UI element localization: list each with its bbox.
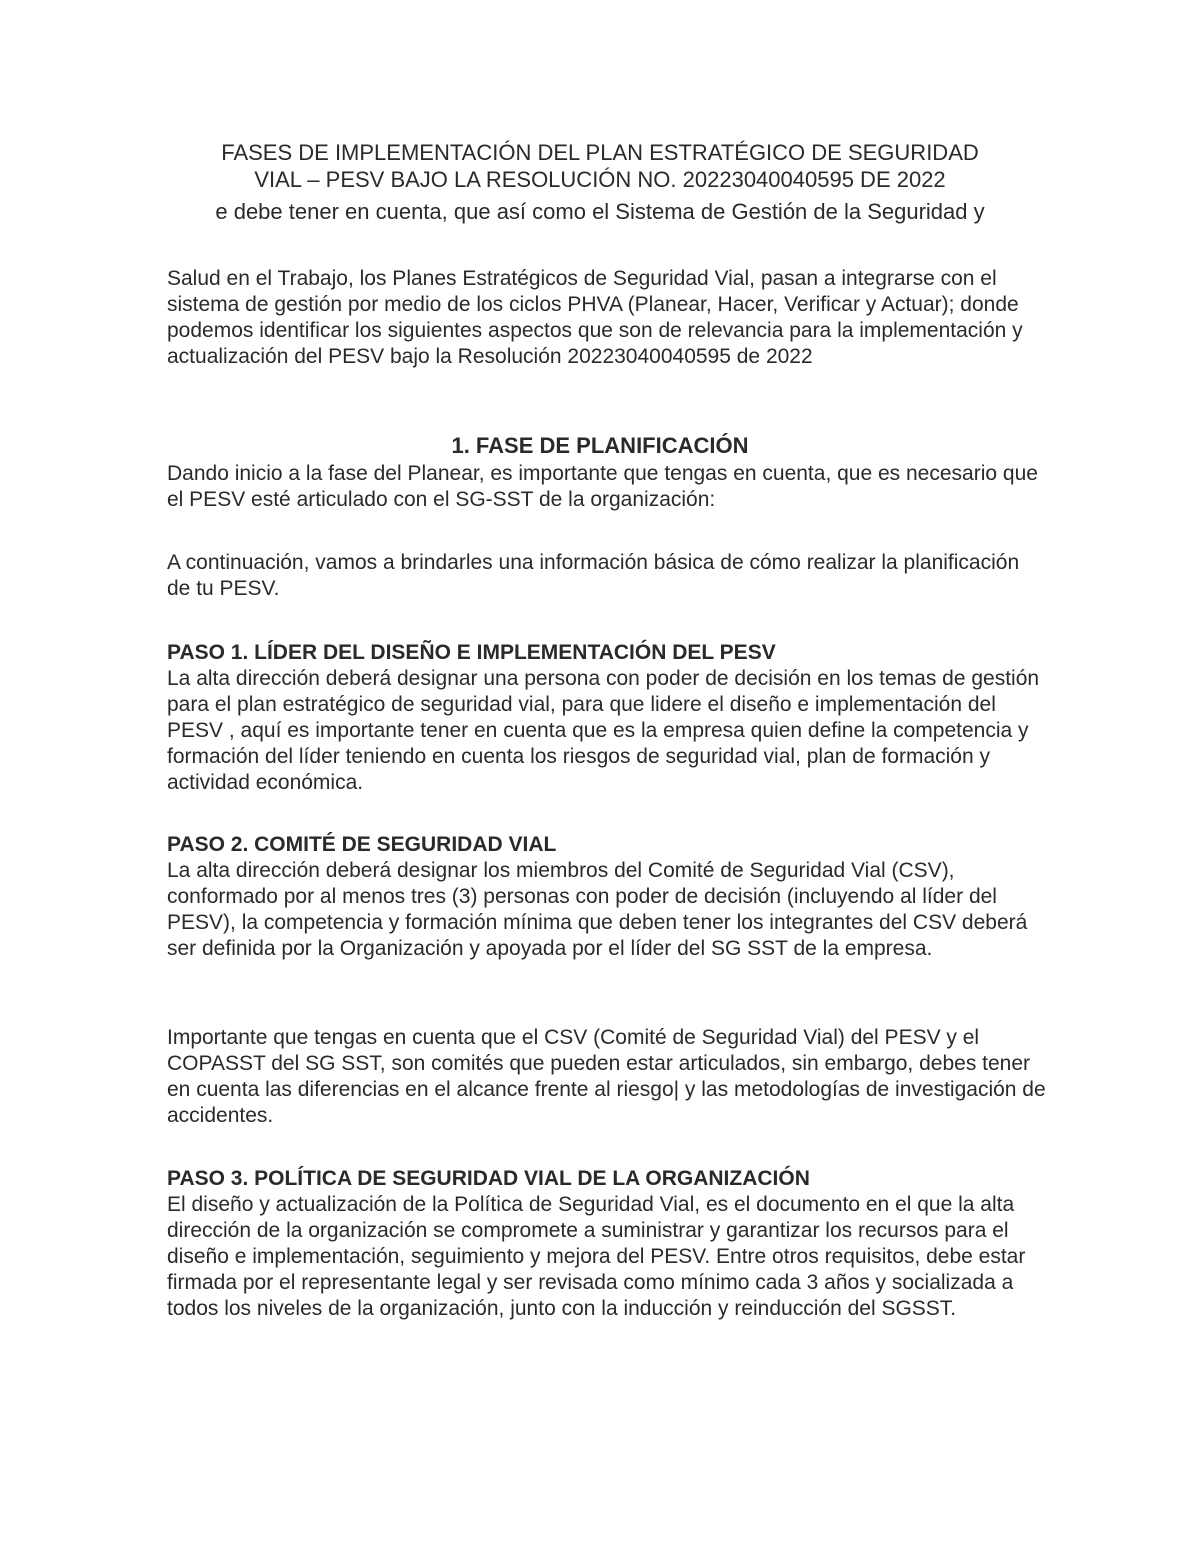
section-title-planificacion: 1. FASE DE PLANIFICACIÓN [451, 433, 749, 458]
paso2-note [167, 1025, 1047, 1129]
section1-continuation [167, 550, 1047, 602]
paso3-block [167, 1166, 1047, 1322]
section1-continuation-text: A continuación, vamos a brindarles una información básica de cómo realizar la planificación de tu PESV. [167, 551, 1020, 600]
paso2-text: La alta dirección deberá designar los miembros del Comité de Seguridad Vial (CSV), conformado por al menos tres (3) personas con poder de decisión (incluyendo al líder del PESV), la competencia y formación mínima que deben tener los integrantes del CSV deberá ser definida por la Organización y apoyada por el líder del SG SST de la empresa. [167, 859, 1028, 960]
paso2-heading: PASO 2. COMITÉ DE SEGURIDAD VIAL [167, 833, 557, 856]
section1-intro-text: Dando inicio a la fase del Planear, es importante que tengas en cuenta, que es necesario que el PESV esté articulado con el SG-SST de la organización: [167, 462, 1038, 511]
paso1-block [167, 640, 1047, 796]
paso3-text: El diseño y actualización de la Política de Seguridad Vial, es el documento en el que la alta dirección de la organización se compromete a suministrar y garantizar los recursos para el diseño e implementación, seguimiento y mejora del PESV. Entre otros requisitos, debe estar firmada por el representante legal y ser revisada como mínimo cada 3 años y socializada a todos los niveles de la organización, junto con la inducción y reinducción del SGSST. [167, 1193, 1026, 1320]
paso1-text: La alta dirección deberá designar una persona con poder de decisión en los temas de gestión para el plan estratégico de seguridad vial, para que lidere el diseño e implementación del PESV , aquí es importante tener en cuenta que es la empresa quien define la competencia y formación del líder teniendo en cuenta los riesgos de seguridad vial, plan de formación y actividad económica. [167, 667, 1040, 794]
intro-paragraph-text: Salud en el Trabajo, los Planes Estratégicos de Seguridad Vial, pasan a integrarse con el sistema de gestión por medio de los ciclos PHVA (Planear, Hacer, Verificar y Actuar); donde podemos identificar los siguientes aspectos que son de relevancia para la implementación y actualización del PESV bajo la Resolución 20223040040595 de 2022 [167, 267, 1023, 368]
intro-first-line: e debe tener en cuenta, que así como el Sistema de Gestión de la Seguridad y [215, 199, 985, 224]
paso2-block [167, 832, 1047, 962]
document-title-line-1: FASES DE IMPLEMENTACIÓN DEL PLAN ESTRATÉGICO DE SEGURIDAD [221, 140, 979, 165]
paso2-note-text: Importante que tengas en cuenta que el CSV (Comité de Seguridad Vial) del PESV y el COPASST del SG SST, son comités que pueden estar articulados, sin embargo, debes tener en cuenta las diferencias en el alcance frente al riesgo| y las metodologías de investigación de accidentes. [167, 1026, 1046, 1127]
document-title-line-2: VIAL – PESV BAJO LA RESOLUCIÓN NO. 20223040040595 DE 2022 [254, 167, 946, 192]
paso1-heading: PASO 1. LÍDER DEL DISEÑO E IMPLEMENTACIÓN DEL PESV [167, 641, 776, 664]
paso3-heading: PASO 3. POLÍTICA DE SEGURIDAD VIAL DE LA ORGANIZACIÓN [167, 1167, 810, 1190]
section1-intro [167, 461, 1047, 513]
intro-paragraph [167, 266, 1047, 370]
